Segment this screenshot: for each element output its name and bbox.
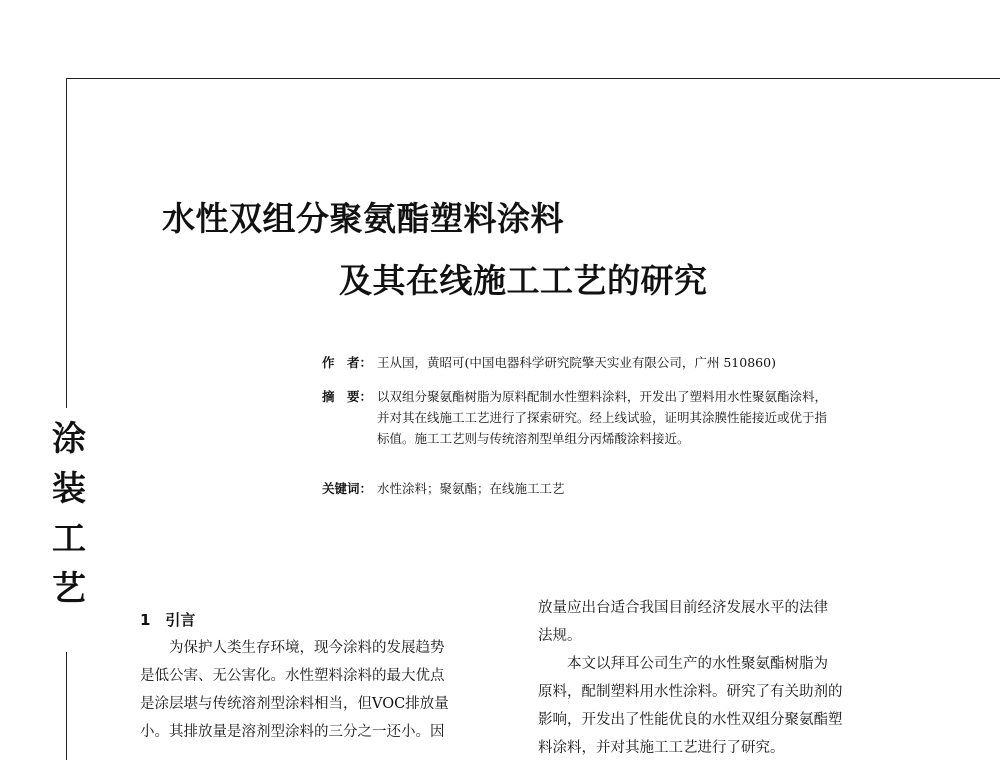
body-line: 放量应出台适合我国目前经济发展水平的法律 xyxy=(538,600,828,616)
abstract-block xyxy=(322,386,827,449)
top-border-rule xyxy=(66,78,1000,79)
section-label-char: 工 xyxy=(52,519,86,559)
keywords-row xyxy=(322,478,565,499)
authors-label: 作 者： xyxy=(322,355,373,370)
left-border-rule-upper xyxy=(66,78,67,408)
authors-row xyxy=(322,352,776,373)
left-border-rule-lower xyxy=(66,652,67,760)
body-line: 为保护人类生存环境，现今涂料的发展趋势 xyxy=(140,640,445,656)
section-label-char: 艺 xyxy=(52,569,86,609)
abstract-line: 以双组分聚氨酯树脂为原料配制水性塑料涂料，开发出了塑料用水性聚氨酯涂料， xyxy=(377,389,828,404)
title-line-1: 水性双组分聚氨酯塑料涂料 xyxy=(162,199,564,238)
keywords-value: 水性涂料；聚氨酯；在线施工工艺 xyxy=(377,481,565,496)
abstract-text xyxy=(377,386,827,449)
body-line: 是低公害、无公害化。水性塑料涂料的最大优点 xyxy=(140,668,445,684)
authors-value: 王从国，黄昭可(中国电器科学研究院擎天实业有限公司，广州 510860) xyxy=(377,355,776,370)
body-line: 原料，配制塑料用水性涂料。研究了有关助剂的 xyxy=(538,684,843,700)
body-line: 法规。 xyxy=(538,628,582,644)
title-line-2: 及其在线施工工艺的研究 xyxy=(339,261,708,300)
abstract-line: 并对其在线施工工艺进行了探索研究。经上线试验，证明其涂膜性能接近或优于指 xyxy=(377,410,828,425)
abstract-label: 摘 要： xyxy=(322,389,373,404)
section-heading: 1 引言 xyxy=(140,611,196,629)
section-label-char: 涂 xyxy=(52,419,86,459)
keywords-label: 关键词： xyxy=(322,481,373,496)
body-line: 小。其排放量是溶剂型涂料的三分之一还小。因 xyxy=(140,724,445,740)
body-left-column xyxy=(140,606,449,746)
body-line: 影响，开发出了性能优良的水性双组分聚氨酯塑 xyxy=(538,712,843,728)
abstract-line: 标值。施工工艺则与传统溶剂型单组分丙烯酸涂料接近。 xyxy=(377,431,690,446)
body-line: 本文以拜耳公司生产的水性聚氨酯树脂为 xyxy=(538,656,828,672)
section-label-char: 装 xyxy=(52,469,86,509)
body-line: 料涂料，并对其施工工艺进行了研究。 xyxy=(538,740,785,756)
body-right-column xyxy=(538,594,843,762)
body-line: 是涂层堪与传统溶剂型涂料相当，但VOC排放量 xyxy=(140,696,449,712)
section-label xyxy=(52,414,86,614)
